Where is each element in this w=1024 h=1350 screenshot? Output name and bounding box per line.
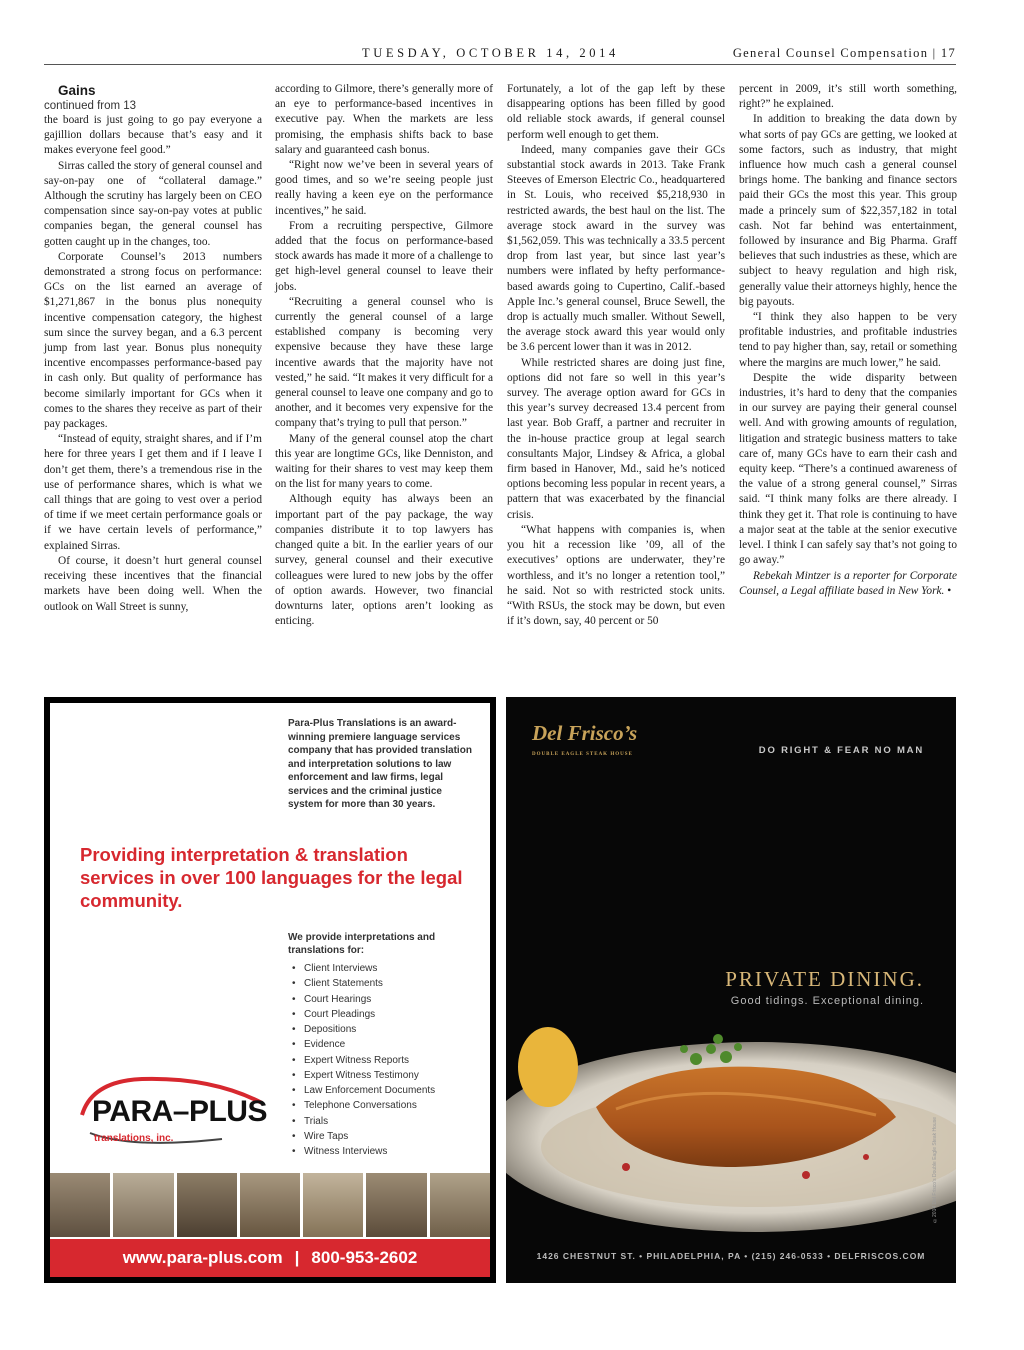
paragraph: Of course, it doesn’t hurt general counsel receiving these incentives that the financial markets have been doing well. When the outlook on Wall Street is sunny,: [44, 554, 262, 613]
ad-subtitle: Good tidings. Exceptional dining.: [730, 995, 924, 1007]
paragraph: “Recruiting a general counsel who is currently the general counsel of a large established company is becoming very expensive because they have these large incentive awards that the majority have not vested,” he said. “It makes it very difficult for a general counsel to leave one company and go to another, and it becomes very expensive for the company that’s trying to pull that person.”: [275, 295, 493, 430]
list-item: • Trials: [288, 1114, 435, 1129]
list-item: • Expert Witness Testimony: [288, 1068, 435, 1083]
lemon: [518, 1027, 578, 1107]
paragraph: While restricted shares are doing just fine, options did not fare so well in this year’s survey. The average option award for GCs in this year’s survey decreased 13.4 percent from last year. Bob Graff, a partner and recruiter in the in-house practice group at legal search consultants Major, Lindsey & Africa, a global firm based in Hanover, Md., said he’s noticed options becoming less popular in recent years, a pattern that was exacerbated by the financial crisis.: [507, 356, 725, 521]
list-item: • Court Pleadings: [288, 1007, 435, 1022]
issue-date: TUESDAY, OCTOBER 14, 2014: [362, 46, 619, 60]
landmark-photo: [303, 1173, 363, 1237]
paragraph: Indeed, many companies gave their GCs substantial stock awards in 2013. Take Frank Steeves of Emerson Electric Co., headquartered in St. Louis, who received $5,218,930 in restricted awards, the best haul on the list. The average stock award in the survey was $1,562,059. This was technically a 33.5 percent drop from last year, but since last year’s numbers were inflated by hefty performance-based awards going to Cupertino, Calif.-based Apple Inc.’s general counsel, Bruce Sewell, the drop is actually much smaller. Without Sewell, the average stock award this year would only be 3.6 percent lower than it was in 2012.: [507, 143, 725, 354]
paragraph: “What happens with companies is, when you hit a recession like ’09, all of the executives’ options are underwater, they’re worthless, and it’s no longer a retention tool,” he said. Not so with restricted stock units. “With RSUs, the stock may be down, but even if it’s down, say, 40 percent or 50: [507, 523, 725, 628]
ad-contact-bar: [50, 1239, 490, 1277]
delfriscos-logo: [532, 723, 637, 765]
paraplus-advertisement[interactable]: [44, 697, 496, 1283]
paragraph: From a recruiting perspective, Gilmore added that the focus on performance-based stock awards has made it more of a challenge to get high-level general counsel to leave their jobs.: [275, 219, 493, 293]
list-item: • Wire Taps: [288, 1129, 435, 1144]
paragraph: the board is just going to go pay everyone a gajillion dollars because that’s easy and it makes everyone feel good.”: [44, 114, 262, 157]
list-item: • Client Interviews: [288, 961, 435, 976]
paragraph: Fortunately, a lot of the gap left by these disappearing options has been filled by good old reliable stock awards, if general counsel perform well enough to get them.: [507, 83, 725, 141]
landmark-photo: [430, 1173, 490, 1237]
paragraph: Sirras called the story of general counsel and say-on-pay one of “collateral damage.” Although the scrutiny has largely been on CEO compensation since say-on-pay votes at public companies began, the general counsel has gotten caught up in the changes, too.: [44, 159, 262, 248]
logo-name: Del Frisco’s: [532, 721, 638, 745]
paragraph: percent in 2009, it’s still worth something, right?” he explained.: [739, 83, 957, 111]
list-item: • Expert Witness Reports: [288, 1053, 435, 1068]
article-column-2: [275, 82, 493, 629]
paraplus-logo: [72, 1073, 272, 1153]
byline-text: Rebekah Mintzer is a reporter for Corporate Counsel, a Legal affiliate based in New York.: [739, 569, 957, 597]
list-item: • Witness Interviews: [288, 1144, 435, 1159]
paragraph: In addition to breaking the data down by what sorts of pay GCs are getting, we looked at some factors, such as industry, that might influence how much cash a general counsel brings home. The banking and finance sectors paid their GCs the most this year. This group made a princely sum of $22,357,182 in total cash. Not far behind was entertainment, followed by insurance and Big Pharma. Graff believes that such industries as these, which are subject to heavy regulation and high risk, generally value their attorneys highly, hence the big payouts.: [739, 113, 957, 308]
landmark-photo: [366, 1173, 426, 1237]
logo-subtitle: DOUBLE EAGLE STEAK HOUSE: [532, 752, 633, 757]
website-link[interactable]: www.para-plus.com: [122, 1248, 283, 1267]
ad-intro-text: Para-Plus Translations is an award-winning premiere language services company that has provided translation and interpretation solutions to law enforcement and law firms, legal services and the criminal justice system for more than 30 years.: [288, 718, 472, 810]
article-column-1: [44, 82, 262, 615]
author-byline: [739, 569, 957, 599]
ad-tagline: DO RIGHT & FEAR NO MAN: [758, 745, 924, 756]
ad-title: PRIVATE DINING.: [725, 967, 924, 991]
landmark-photo: [177, 1173, 237, 1237]
list-item: • Client Statements: [288, 976, 435, 991]
list-item: • Evidence: [288, 1037, 435, 1052]
list-item: • Telephone Conversations: [288, 1098, 435, 1113]
paragraph: “Instead of equity, straight shares, and if I’m here for three years I get them and if I leave I don’t get them, there’s a tremendous rise in the use of performance shares, which is what we call things that are going to vest over a period of time if we meet certain performance goals or if we have certain levels of performance,” explained Sirras.: [44, 433, 262, 552]
paragraph: Many of the general counsel atop the chart this year are longtime GCs, like Denniston, and waiting for their shares to vest may keep them on the list for many years to come.: [275, 432, 493, 491]
paragraph: Although equity has always been an important part of the pay package, the way companies distribute it to top lawyers has changed quite a bit. In the earlier years of our survey, general counsel and their executive colleagues were lured to new jobs by the offer of option awards. However, two financial downturns later, options aren’t looking as enticing.: [275, 493, 493, 628]
paragraph: “Right now we’ve been in several years of good times, and so we’re seeing people just really having a keen eye on the performance incentives,” he said.: [275, 159, 493, 217]
article-column-4: [739, 82, 957, 599]
section-page-label: General Counsel Compensation | 17: [732, 46, 956, 60]
landmark-photo: [113, 1173, 173, 1237]
article-kicker: Gains: [58, 83, 96, 98]
continued-from-label: continued from 13: [44, 100, 137, 112]
paragraph: “I think they also happen to be very profitable industries, and profitable industries tend to pay higher than, say, retail or something where the margins are much lower,” he said.: [739, 311, 957, 369]
ad-address[interactable]: 1426 CHESTNUT ST. • PHILADELPHIA, PA • (215) 246-0533 • DELFRISCOS.COM: [536, 1251, 926, 1261]
logo-subtitle: translations, inc.: [94, 1133, 174, 1144]
delfriscos-advertisement[interactable]: [506, 697, 956, 1283]
landmark-photo-strip: [50, 1173, 490, 1237]
landmark-photo: [50, 1173, 110, 1237]
article-column-3: [507, 82, 725, 629]
paragraph: Despite the wide disparity between industries, it’s hard to deny that the companies in our survey are paying their general counsel well. And with growing amounts of regulation, litigation and strategic business matters to take care of, many GCs have to earn their cash and equity keep. “There’s a continued awareness of the value of a strong general counsel,” Sirras said. “I think many folks are there already. I think they get it. That role is continuing to have a major seat at the table at the senior executive level. I think I can safely say that’s not going to go away.”: [739, 371, 957, 567]
ad-services-intro: We provide interpretations and translations for:: [288, 932, 436, 956]
end-mark: •: [947, 584, 952, 597]
services-list: [288, 961, 435, 1159]
paragraph: Corporate Counsel’s 2013 numbers demonstrated a strong focus on performance: GCs on the list earned an average of $1,271,867 in the bonus plus nonequity incentive compensation category, the highest sum since the survey began, and a 6.3 percent jump from last year. Bonus plus nonequity incentive encompasses performance-based pay in cash only. But quality of performance has become similarly important for GCs when it comes to the shares they receive as part of their pay packages.: [44, 250, 262, 431]
phone-number[interactable]: 800-953-2602: [311, 1248, 418, 1267]
contact-divider: |: [294, 1248, 300, 1267]
logo-name: PARA–PLUS: [92, 1095, 267, 1128]
list-item: • Court Hearings: [288, 992, 435, 1007]
ad-fine-print: ©2014 Del Frisco’s Double Eagle Steak House: [932, 1117, 938, 1223]
page-header: [44, 44, 956, 65]
landmark-photo: [240, 1173, 300, 1237]
list-item: • Depositions: [288, 1022, 435, 1037]
paragraph: according to Gilmore, there’s generally more of an eye to performance-based incentives in executive pay. When the markets are less promising, the emphasis shifts back to base salary and guaranteed cash bonus.: [275, 83, 493, 156]
ad-headline: Providing interpretation & translation services in over 100 languages for the legal community.: [80, 844, 463, 911]
list-item: • Law Enforcement Documents: [288, 1083, 435, 1098]
